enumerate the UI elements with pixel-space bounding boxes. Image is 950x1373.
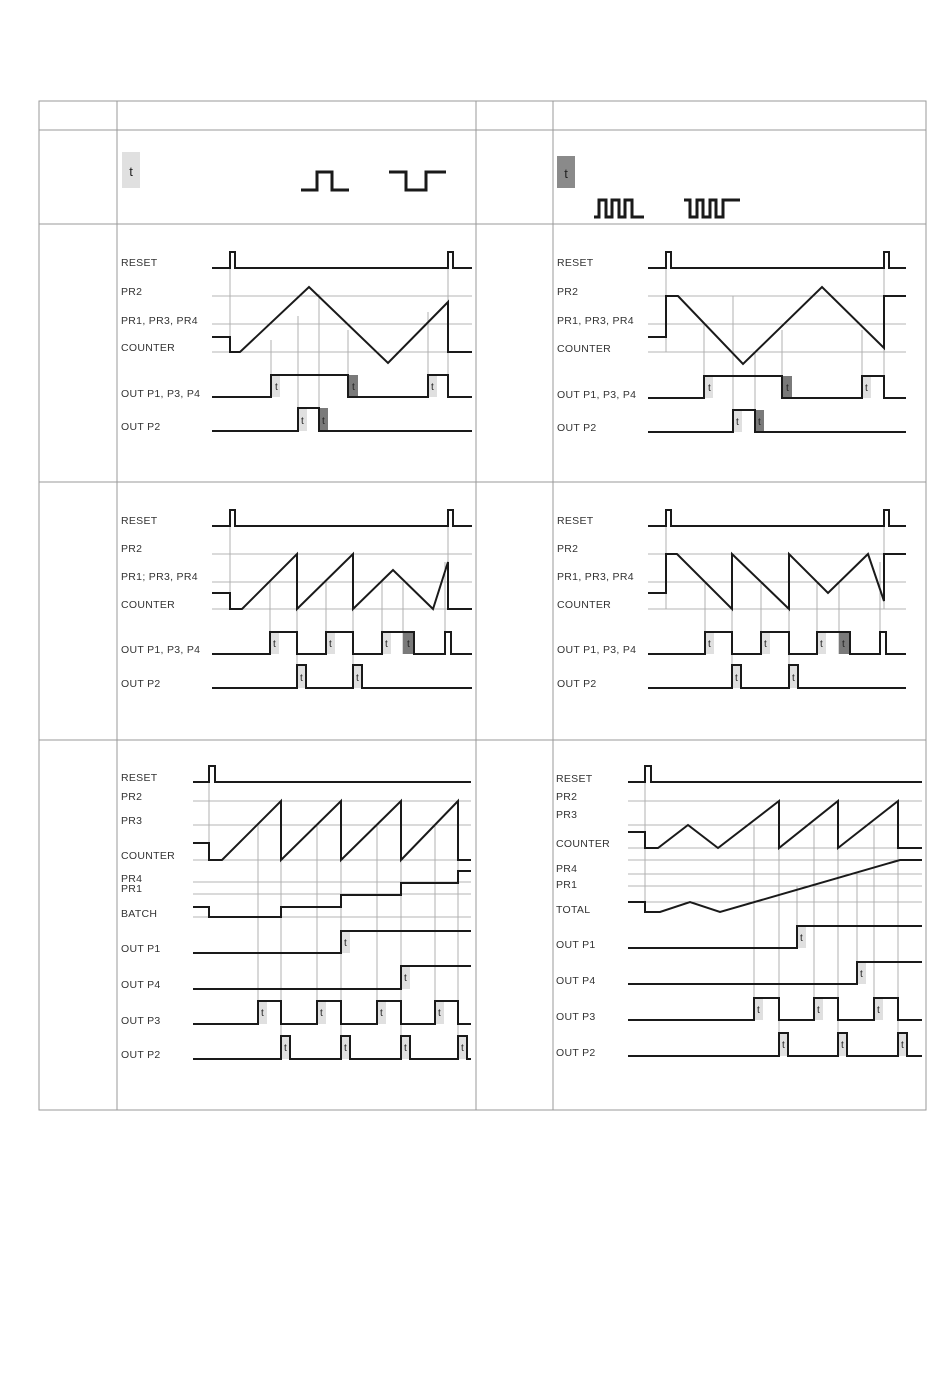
t-marker-label: t <box>786 383 789 394</box>
out-p2-trace <box>212 665 472 688</box>
reset-trace <box>212 510 472 526</box>
t-marker-label: t <box>782 1040 785 1051</box>
t-marker-label: t <box>329 639 332 650</box>
label-batch: BATCH <box>121 908 158 920</box>
legend-left <box>122 152 446 190</box>
label-pr2: PR2 <box>121 791 143 803</box>
label-reset: RESET <box>557 257 594 269</box>
t-marker-label: t <box>764 639 767 650</box>
t-marker-label: t <box>842 639 845 650</box>
event-guides <box>209 766 458 1059</box>
t-marker-label: t <box>300 673 303 684</box>
reset-trace <box>193 766 471 782</box>
out-p1-trace <box>193 931 471 953</box>
label-pr1-pr3-pr4: PR1; PR3, PR4 <box>121 571 198 583</box>
t-marker-label: t <box>431 382 434 393</box>
label-pr2: PR2 <box>557 286 579 298</box>
single-falling-pulse-icon <box>389 172 446 190</box>
event-guides <box>645 766 898 1056</box>
label-out-p4: OUT P4 <box>556 975 596 987</box>
reset-trace <box>212 252 472 268</box>
label-reset: RESET <box>557 515 594 527</box>
t-marker-label: t <box>385 639 388 650</box>
t-marker-label: t <box>736 417 739 428</box>
t-marker-label: t <box>820 639 823 650</box>
out-p2-trace <box>628 1033 922 1056</box>
label-counter: COUNTER <box>557 343 612 355</box>
t-marker-dark-label: t <box>564 166 568 181</box>
diagram-row2-right <box>557 510 906 690</box>
label-pr4: PR4 <box>121 873 143 885</box>
repeating-inverted-pulse-train-icon <box>684 200 740 217</box>
label-reset: RESET <box>121 515 158 527</box>
label-reset: RESET <box>121 257 158 269</box>
t-marker-label: t <box>758 417 761 428</box>
label-pr1-pr3-pr4: PR1, PR3, PR4 <box>557 571 634 583</box>
label-out-p2: OUT P2 <box>557 422 597 434</box>
t-marker-label: t <box>344 938 347 949</box>
threshold-lines <box>212 296 472 352</box>
label-pr1-pr3-pr4: PR1, PR3, PR4 <box>121 315 198 327</box>
t-marker-label: t <box>865 383 868 394</box>
label-out-p1: OUT P1 <box>121 943 161 955</box>
label-out-p3: OUT P3 <box>121 1015 161 1027</box>
out-p1-p3-p4-trace <box>212 632 472 654</box>
t-marker-label: t <box>735 673 738 684</box>
t-marker-label: t <box>841 1040 844 1051</box>
label-counter: COUNTER <box>121 850 176 862</box>
event-guides <box>230 252 448 431</box>
event-guides <box>666 510 884 688</box>
out-p2-trace <box>648 665 906 688</box>
label-pr1: PR1 <box>121 883 143 895</box>
label-pr4: PR4 <box>556 863 578 875</box>
label-out-p3: OUT P3 <box>556 1011 596 1023</box>
label-pr2: PR2 <box>121 286 143 298</box>
t-marker-label: t <box>877 1005 880 1016</box>
t-marker-label: t <box>817 1005 820 1016</box>
t-marker-label: t <box>320 1008 323 1019</box>
threshold-lines <box>193 801 471 917</box>
label-out-p4: OUT P4 <box>121 979 161 991</box>
t-marker-label: t <box>273 639 276 650</box>
label-out-p1-p3-p4: OUT P1, P3, P4 <box>557 389 637 401</box>
out-p2-trace <box>648 410 906 432</box>
t-marker-label: t <box>757 1005 760 1016</box>
out-p1-trace <box>628 926 922 948</box>
t-marker-label: t <box>301 416 304 427</box>
t-marker-label: t <box>404 1043 407 1054</box>
reset-trace <box>628 766 922 782</box>
diagram-row1-left <box>121 252 472 433</box>
legend-right <box>557 156 740 217</box>
label-out-p2: OUT P2 <box>557 678 597 690</box>
label-pr2: PR2 <box>556 791 578 803</box>
event-guides <box>666 252 884 432</box>
label-pr3: PR3 <box>556 809 578 821</box>
t-marker-label: t <box>860 969 863 980</box>
t-marker-labels <box>261 382 904 1054</box>
label-counter: COUNTER <box>557 599 612 611</box>
out-p3-trace <box>193 1001 471 1024</box>
t-marker-label: t <box>461 1043 464 1054</box>
diagram-row1-right <box>557 252 906 434</box>
diagram-row3-left <box>121 766 471 1061</box>
label-pr1-pr3-pr4: PR1, PR3, PR4 <box>557 315 634 327</box>
threshold-lines <box>648 554 906 609</box>
diagram-row3-right <box>556 766 922 1059</box>
counter-trace <box>193 801 471 860</box>
t-marker-label: t <box>404 973 407 984</box>
t-marker-label: t <box>322 416 325 427</box>
event-guides <box>230 510 448 688</box>
label-pr2: PR2 <box>557 543 579 555</box>
t-marker-label: t <box>708 639 711 650</box>
reset-trace <box>648 252 906 268</box>
label-pr1: PR1 <box>556 879 578 891</box>
reset-trace <box>648 510 906 526</box>
t-marker-label: t <box>344 1043 347 1054</box>
single-rising-pulse-icon <box>301 172 349 190</box>
t-marker-label: t <box>901 1040 904 1051</box>
t-marker-label: t <box>407 639 410 650</box>
label-out-p2: OUT P2 <box>556 1047 596 1059</box>
t-marker-label: t <box>261 1008 264 1019</box>
label-out-p2: OUT P2 <box>121 421 161 433</box>
t-marker-label: t <box>356 673 359 684</box>
out-p4-trace <box>628 962 922 984</box>
label-out-p1-p3-p4: OUT P1, P3, P4 <box>121 388 201 400</box>
label-counter: COUNTER <box>556 838 611 850</box>
t-marker-label: t <box>275 382 278 393</box>
label-out-p1: OUT P1 <box>556 939 596 951</box>
out-p2-trace <box>212 408 472 431</box>
label-counter: COUNTER <box>121 599 176 611</box>
out-p4-trace <box>193 966 471 989</box>
label-out-p1-p3-p4: OUT P1, P3, P4 <box>557 644 637 656</box>
label-pr3: PR3 <box>121 815 143 827</box>
label-reset: RESET <box>556 773 593 785</box>
t-marker-label: t <box>438 1008 441 1019</box>
label-out-p2: OUT P2 <box>121 678 161 690</box>
label-pr2: PR2 <box>121 543 143 555</box>
diagram-row2-left <box>121 510 472 690</box>
t-marker-label: t <box>380 1008 383 1019</box>
label-out-p1-p3-p4: OUT P1, P3, P4 <box>121 644 201 656</box>
t-marker-label: t <box>284 1043 287 1054</box>
t-marker-label: t <box>352 382 355 393</box>
t-marker-label: t <box>708 383 711 394</box>
label-out-p2: OUT P2 <box>121 1049 161 1061</box>
out-p2-trace <box>193 1036 471 1059</box>
t-marker-label: t <box>800 933 803 944</box>
out-p1-p3-p4-trace <box>648 632 906 654</box>
label-total: TOTAL <box>556 904 591 916</box>
label-counter: COUNTER <box>121 342 176 354</box>
t-marker-light-label: t <box>129 164 133 179</box>
repeating-pulse-train-icon <box>594 200 644 217</box>
t-marker-label: t <box>792 673 795 684</box>
label-reset: RESET <box>121 772 158 784</box>
